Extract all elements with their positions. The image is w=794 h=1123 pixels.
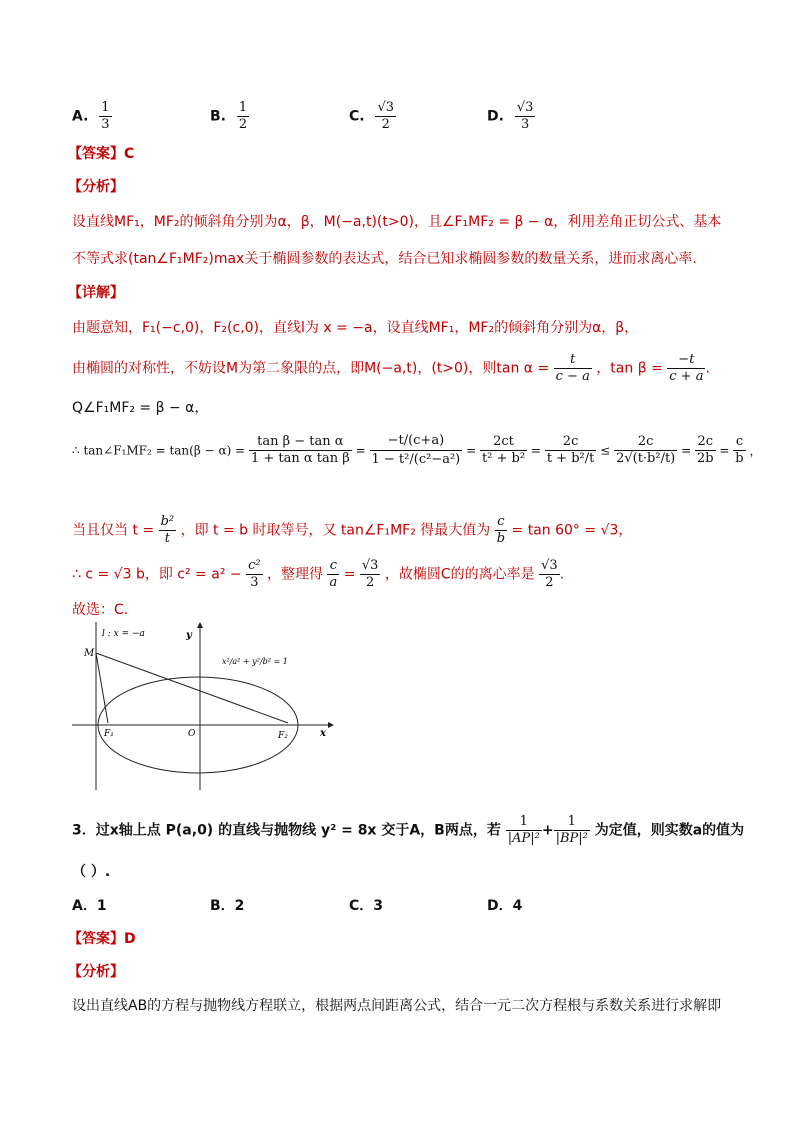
q2-option-c <box>349 100 396 133</box>
q2-detail-label: 【详解】 <box>68 285 124 301</box>
eq-line-text-a: 当且仅当 t = <box>72 522 155 539</box>
frac-den: 3 <box>250 575 259 590</box>
q3-analysis-line1: 设出直线AB的方程与抛物线方程联立，根据两点间距离公式，结合一元二次方程根与系数关系进行求解即 <box>72 998 722 1014</box>
option-letter: C. <box>349 108 365 125</box>
q2-analysis-line2: 不等式求(tan∠F₁MF₂)max关于椭圆参数的表达式，结合已知求椭圆参数的数量关系，进而求离心率. <box>72 251 697 267</box>
c-over-b-fraction <box>495 514 507 547</box>
detail-line2-text-b: ，tan β = <box>596 360 663 377</box>
y-axis-arrow <box>197 622 203 628</box>
label-m: M <box>84 648 95 659</box>
eq-line-text-c: = tan 60° = √3， <box>511 522 633 539</box>
eq-fraction-6 <box>695 434 716 467</box>
option-letter: A. <box>72 108 89 125</box>
frac-num: c <box>733 434 745 451</box>
equals-sign: = <box>719 443 730 458</box>
option-d-fraction <box>515 100 536 133</box>
answer-label: 【答案】 <box>68 146 124 162</box>
option-text: 4 <box>512 898 523 914</box>
option-b-fraction <box>237 100 249 133</box>
q2-analysis-label: 【分析】 <box>68 179 124 195</box>
eq-fraction-4 <box>545 434 597 467</box>
tan-alpha-fraction <box>554 352 592 385</box>
frac-den: c + a <box>669 369 704 384</box>
option-letter: A． <box>72 898 97 914</box>
q3-frac-ap <box>506 814 542 847</box>
frac-num: 1 <box>101 100 110 115</box>
eq-fraction-2 <box>370 432 463 469</box>
le-sign: ≤ <box>600 443 611 458</box>
frac-den: 1 − t²/(c²−a²) <box>371 452 461 467</box>
frac-den: 3 <box>101 117 110 132</box>
q3-option-b <box>210 896 244 916</box>
sqrt3-over-2-fraction-1 <box>360 558 381 591</box>
q2-choice: 故选：C. <box>72 602 129 618</box>
frac-num: √3 <box>516 100 534 115</box>
label-x: x <box>320 728 326 739</box>
frac-num: c² <box>248 558 261 573</box>
conclusion-text-d: ，故椭圆C的的离心率是 <box>384 566 535 583</box>
answer-label: 【答案】 <box>68 931 124 947</box>
q2-analysis-line1: 设直线MF₁，MF₂的倾斜角分别为α，β，M(−a,t)(t>0)，且∠F₁MF₂ = β − α，利用差角正切公式、基本 <box>72 214 722 230</box>
label-f2: F₂ <box>278 731 288 741</box>
label-o: O <box>188 729 196 739</box>
q2-conclusion-line: ∴ c = √3 b，即 c² = a² − $\frac{\text{c²}}{3}$ ，整理得 $\frac{c}{a}$ = $\frac{√3}{2}$ ，故椭圆C的的离心率是 $\frac{√3}{2}$ . <box>72 558 565 590</box>
option-c-fraction <box>375 100 396 133</box>
frac-num: b² <box>160 514 175 529</box>
option-text: 1 <box>96 898 107 914</box>
q2-answer <box>68 144 134 164</box>
q2-main-equation: ∴ tan∠F₁MF₂ = tan(β − α) = $\frac{\text{tan β − tan α}}{\text{1 + tan α tan β}}$ = $\frac{-t/(c+a)}{\text{1 − t²/(c²−a²)}}$ = $\frac{2ct}{\text{t² + b²}}$ = $\frac{2c}{\text{t + b²/t}}$ ≤ $\frac{2c}{\text{2√(t·b²/t)}}$ = $\frac{2c}{2b}$ = $\frac{c}{b}$ ， <box>72 433 762 467</box>
frac-den: 2 <box>545 575 554 590</box>
frac-num: 2c <box>614 434 677 451</box>
frac-num: −t/(c+a) <box>370 432 463 451</box>
equation-left: ∴ tan∠F₁MF₂ = tan(β − α) = <box>72 443 246 458</box>
frac-den: 1 + tan α tan β <box>250 451 350 466</box>
frac-num: 2ct <box>480 434 527 451</box>
frac-num: 1 <box>506 814 542 831</box>
frac-den: |BP|² <box>555 831 588 846</box>
answer-value: C <box>124 146 135 162</box>
label-line-l: l : x = −a <box>102 629 145 639</box>
frac-den: c − a <box>555 369 590 384</box>
frac-num: t <box>554 352 592 369</box>
frac-den: 3 <box>520 117 530 132</box>
option-text: 2 <box>234 898 245 914</box>
frac-num: 1 <box>238 100 248 115</box>
conclusion-text-b: ，整理得 <box>267 566 324 583</box>
frac-num: √3 <box>361 558 379 573</box>
option-a-fraction <box>99 100 111 133</box>
q2-detail-line3: Q∠F₁MF₂ = β − α， <box>72 400 209 416</box>
tan-beta-fraction <box>667 352 705 385</box>
q3-option-a <box>72 896 107 916</box>
sqrt3-over-2-fraction-2 <box>539 558 560 591</box>
frac-den: 2b <box>696 451 714 466</box>
frac-den: t² + b² <box>481 451 526 466</box>
ellipse-figure <box>66 620 346 792</box>
frac-den: t + b²/t <box>546 451 595 466</box>
option-letter: B. <box>210 108 226 125</box>
q3-option-d <box>487 896 522 916</box>
frac-num: c <box>495 514 507 531</box>
frac-num: √3 <box>377 100 395 115</box>
q3-analysis-label: 【分析】 <box>68 964 124 980</box>
frac-num: 1 <box>554 814 590 831</box>
option-letter: D. <box>487 108 504 125</box>
eq-fraction-7 <box>733 434 745 467</box>
q2-equality-line <box>72 514 632 547</box>
frac-num: √3 <box>541 558 558 573</box>
q3-stem-text-b: 为定值，则实数a的值为 <box>594 822 745 839</box>
frac-den: t <box>164 531 170 546</box>
answer-value: D <box>124 931 136 947</box>
frac-num: tan β − tan α <box>249 434 352 451</box>
option-letter: D． <box>487 898 513 914</box>
q2-option-b <box>210 100 249 133</box>
conclusion-text-c: = <box>343 566 356 583</box>
q3-answer <box>68 929 136 949</box>
q3-stem-text-a: 3．过x轴上点 P(a,0) 的直线与抛物线 y² = 8x 交于A，B两点，若 <box>72 822 501 839</box>
b2-over-t-fraction <box>159 514 177 547</box>
c-over-a-fraction <box>327 558 339 591</box>
q3-frac-bp <box>554 814 590 847</box>
x-axis-arrow <box>328 722 334 728</box>
equals-sign: = <box>530 443 541 458</box>
eq-fraction-5 <box>614 434 677 467</box>
frac-den: 2 <box>381 117 390 132</box>
eq-fraction-1 <box>249 434 352 467</box>
q2-option-d <box>487 100 535 133</box>
equals-sign: = <box>681 443 692 458</box>
label-f1: F₁ <box>104 729 114 739</box>
frac-num: c <box>327 558 339 575</box>
conclusion-text-a: ∴ c = √3 b，即 c² = a² − <box>72 566 242 583</box>
eq-line-text-b: ，即 t = b 时取等号，又 tan∠F₁MF₂ 得最大值为 <box>180 522 491 539</box>
c2-over-3-fraction <box>246 558 263 591</box>
option-letter: C． <box>349 898 374 914</box>
label-y: y <box>186 630 192 641</box>
eq-fraction-3 <box>480 434 527 467</box>
frac-num: 2c <box>695 434 716 451</box>
equals-sign: = <box>355 443 366 458</box>
frac-den: b <box>496 531 506 546</box>
option-letter: B． <box>210 898 235 914</box>
equals-sign: = <box>466 443 477 458</box>
frac-den: b <box>735 451 744 466</box>
frac-den: a <box>329 575 338 590</box>
frac-num: 2c <box>545 434 597 451</box>
q3-stem-paren: （ ）. <box>72 864 111 880</box>
q2-detail-line2: 由椭圆的对称性，不妨设M为第二象限的点，即M(−a,t)，(t>0)，则tan α = $\frac{t}{c - a}$ ，tan β = $\frac{-t}{c + a}$ . <box>72 352 710 384</box>
q3-option-c <box>349 896 383 916</box>
frac-num: −t <box>667 352 705 369</box>
label-ellipse-eq: x²/a² + y²/b² = 1 <box>222 657 288 666</box>
frac-den: 2 <box>238 117 248 132</box>
q2-option-a <box>72 100 112 133</box>
frac-den: 2 <box>366 575 375 590</box>
q3-stem: 3．过x轴上点 P(a,0) 的直线与抛物线 y² = 8x 交于A，B两点，若 $\frac{1}{\text{|AP|²}}$ + $\frac{1}{\text{|BP|²}}$ 为定值，则实数a的值为 <box>72 814 745 846</box>
option-text: 3 <box>373 898 384 914</box>
detail-line2-text: 由椭圆的对称性，不妨设M为第二象限的点，即M(−a,t)，(t>0)，则tan α = <box>72 360 550 377</box>
frac-den: |AP|² <box>507 831 540 846</box>
frac-den: 2√(t·b²/t) <box>616 451 676 466</box>
q2-detail-line1: 由题意知，F₁(−c,0)，F₂(c,0)，直线l为 x = −a，设直线MF₁，MF₂的倾斜角分别为α，β， <box>72 320 639 336</box>
